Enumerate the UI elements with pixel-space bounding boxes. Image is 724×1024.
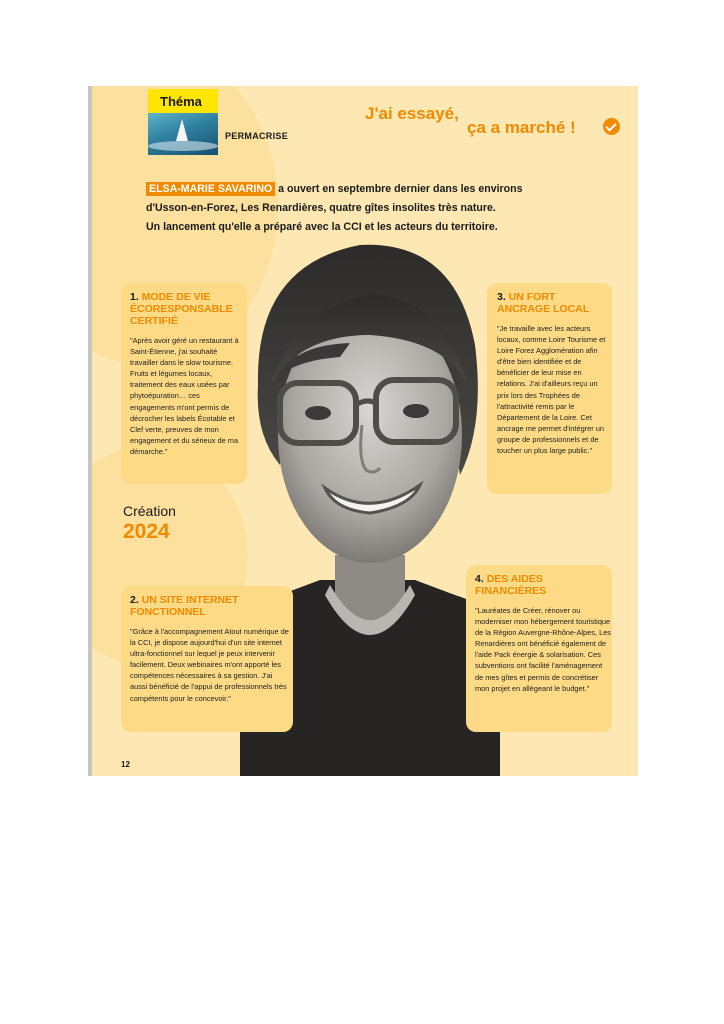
intro-paragraph — [146, 180, 586, 237]
intro-text-2: d'Usson-en-Forez, Les Renardières, quatre gîtes insolites très nature. — [146, 202, 496, 214]
card-number: 4. — [475, 573, 484, 585]
card-title — [130, 594, 290, 618]
card-financial-aid — [466, 565, 612, 732]
card-title-text: DES AIDES FINANCIÈRES — [475, 573, 547, 597]
intro-text-3: Un lancement qu'elle a préparé avec la CCI et les acteurs du territoire. — [146, 221, 498, 233]
thema-label: Théma — [160, 94, 202, 109]
card-title-text: MODE DE VIE ÉCORESPONSABLE CERTIFIÉ — [130, 291, 233, 327]
checkmark-icon — [603, 118, 620, 135]
card-title — [130, 291, 243, 327]
card-body: "Après avoir géré un restaurant à Saint-Étienne, j'ai souhaité travailler dans le slow tourisme. Fruits et légumes locaux, traitement des eaux usées par phytoépuration… ces engagements m'ont permis de décrocher les labels Écotable et Clef verte, preuves de mon engagement et du sérieux de ma démarche." — [130, 336, 239, 456]
card-number: 1. — [130, 291, 139, 303]
card-eco-lifestyle — [121, 283, 247, 484]
page-edge — [88, 86, 92, 776]
card-title — [497, 291, 609, 315]
intro-text-1: a ouvert en septembre dernier dans les environs — [275, 183, 523, 195]
creation-year: 2024 — [123, 520, 170, 543]
card-number: 3. — [497, 291, 506, 303]
sailboat-thumbnail — [148, 113, 218, 155]
card-website — [121, 586, 293, 732]
card-local-roots — [487, 283, 612, 494]
card-body: "Lauréates de Créer, rénover ou moderniser mon hébergement touristique de la Région Auvergne-Rhône-Alpes, Les Renardières ont bénéficié également de l'aide Pack énergie & solarisation. Ces subventions ont facilité l'aménagement de mes gîtes et permis de concrétiser mon projet en allégeant le budget." — [475, 606, 611, 693]
headline-line1: J'ai essayé, — [365, 104, 459, 123]
creation-label: Création — [123, 503, 176, 519]
card-title-text: UN FORT ANCRAGE LOCAL — [497, 291, 590, 315]
headline-line2: ça a marché ! — [467, 118, 576, 137]
card-body: "Grâce à l'accompagnement Atout numérique de la CCI, je dispose aujourd'hui d'un site internet ultra-fonctionnel sur lequel je peux intervenir facilement. Deux webinaires m'ont apporté les compétences nécessaires à sa gestion. J'ai aussi bénéficié de l'appui de professionnels très compétents pour le concevoir." — [130, 627, 289, 703]
card-body: "Je travaille avec les acteurs locaux, comme Loire Tourisme et Loire Forez Agglomération afin d'être bien identifiée et de bénéficier de leur mise en relations. J'ai d'ailleurs reçu un prix lors des Trophées de l'attractivité remis par le Département de la Loire. Cet ancrage me permet d'intégrer un groupe de professionnels et de toucher un plus large public." — [497, 324, 606, 456]
card-number: 2. — [130, 594, 139, 606]
section-label: PERMACRISE — [225, 131, 289, 141]
card-title-text: UN SITE INTERNET FONCTIONNEL — [130, 594, 239, 618]
page-number: 12 — [121, 760, 130, 769]
card-title — [475, 573, 611, 597]
person-name: ELSA-MARIE SAVARINO — [146, 182, 275, 196]
thema-tag — [148, 89, 218, 115]
